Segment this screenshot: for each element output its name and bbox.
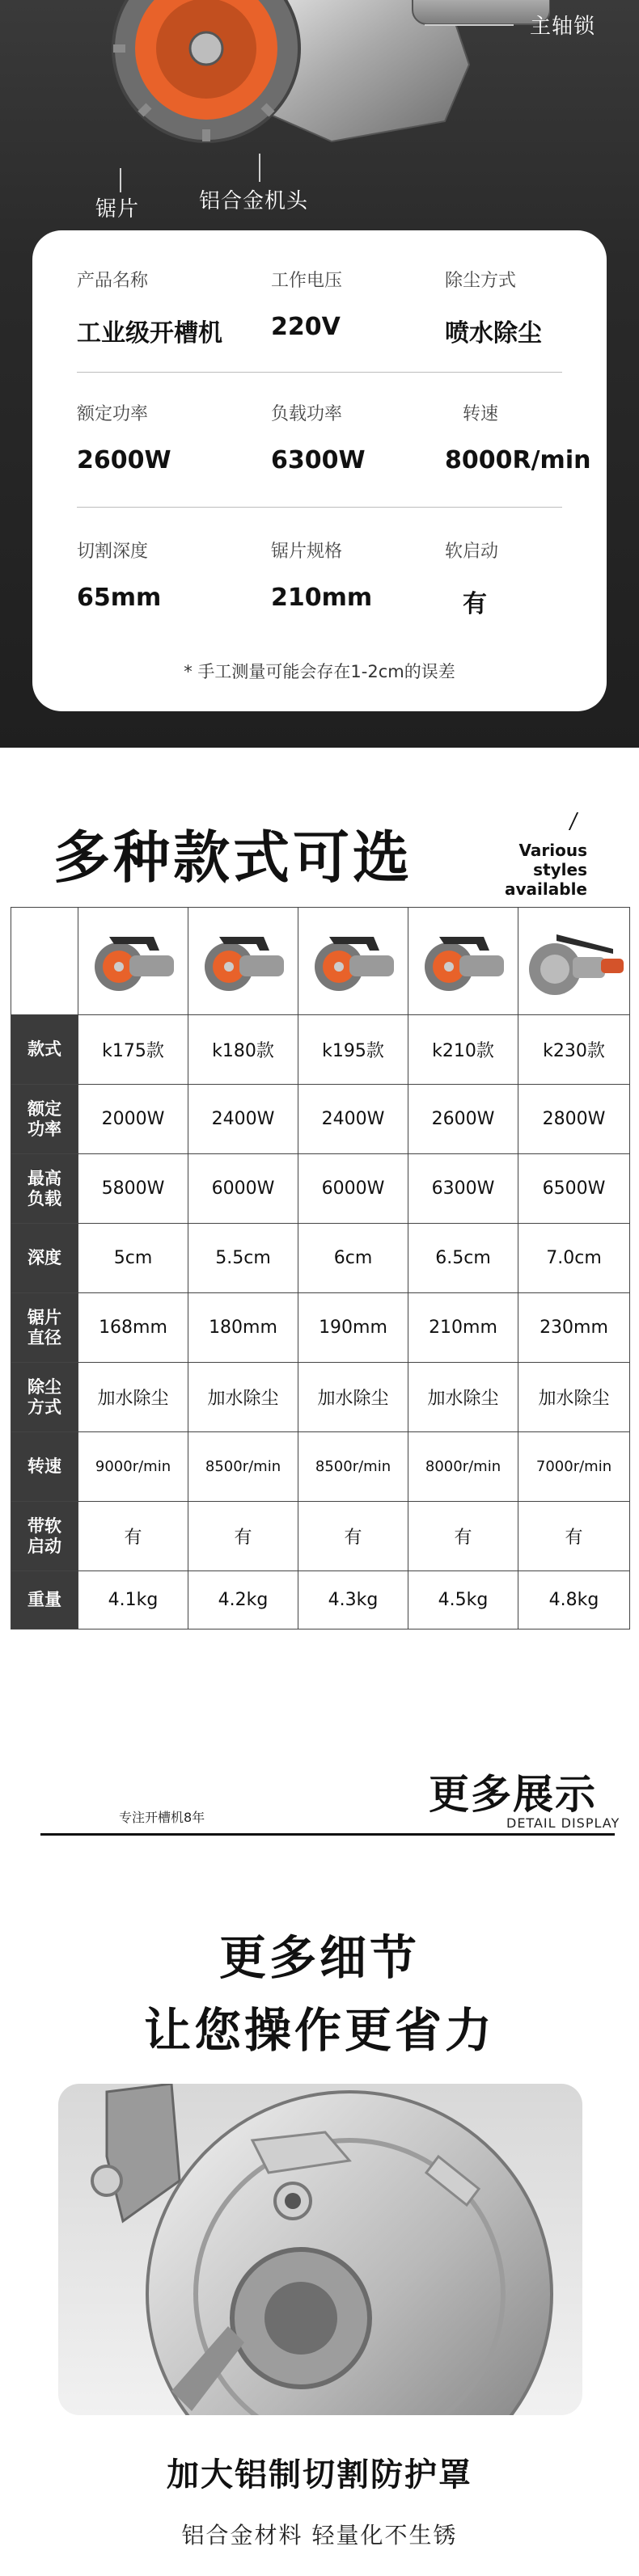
spec-label: 产品名称 xyxy=(77,271,149,291)
title-slash-decoration xyxy=(569,812,578,830)
spec-value: 有 xyxy=(463,590,487,618)
spec-speed xyxy=(445,400,631,474)
table-row xyxy=(11,1293,630,1363)
table-row xyxy=(11,1015,630,1085)
table-cell: 8500r/min xyxy=(188,1432,298,1502)
table-cell: 加水除尘 xyxy=(518,1363,630,1432)
spec-label: 软启动 xyxy=(445,542,499,562)
display-divider xyxy=(40,1833,615,1836)
table-cell: 9000r/min xyxy=(78,1432,188,1502)
model-image-cell xyxy=(298,908,408,1015)
callout-aluminum-head: 铝合金机头 xyxy=(199,189,309,213)
table-cell: 168mm xyxy=(78,1293,188,1363)
spec-blade-size xyxy=(271,538,457,612)
models-subtitle-line1: Various styles xyxy=(518,841,587,879)
spec-label: 转速 xyxy=(463,404,499,424)
spec-label: 负载功率 xyxy=(271,404,343,424)
model-image-cell xyxy=(78,908,188,1015)
spec-value: 8000R/min xyxy=(445,446,591,474)
table-cell: 4.2kg xyxy=(188,1571,298,1629)
display-title: 更多展示 xyxy=(429,1771,597,1818)
spec-row-1 xyxy=(77,267,562,364)
table-cell: 5800W xyxy=(78,1154,188,1224)
table-cell: 6.5cm xyxy=(408,1224,518,1293)
table-cell: 6500W xyxy=(518,1154,630,1224)
table-cell: 6000W xyxy=(298,1154,408,1224)
table-cell: 有 xyxy=(408,1502,518,1571)
details-heading-1: 更多细节 xyxy=(218,1930,420,1985)
table-cell: 有 xyxy=(518,1502,630,1571)
spec-dust-method xyxy=(445,267,631,348)
table-cell: 有 xyxy=(188,1502,298,1571)
models-title: 多种款式可选 xyxy=(53,824,413,891)
table-row xyxy=(11,1502,630,1571)
table-row-images xyxy=(11,908,630,1015)
model-image-cell xyxy=(518,908,630,1015)
spec-soft-start xyxy=(445,538,631,619)
model-k175-image xyxy=(85,925,182,997)
table-cell: 180mm xyxy=(188,1293,298,1363)
models-table xyxy=(11,907,630,1629)
table-cell: 4.8kg xyxy=(518,1571,630,1629)
model-k230-image xyxy=(524,925,624,997)
table-row-header: 最高负载 xyxy=(11,1154,78,1224)
table-cell: 5.5cm xyxy=(188,1224,298,1293)
model-k195-image xyxy=(305,925,402,997)
spec-value: 65mm xyxy=(77,584,162,612)
callout-blade: 锯片 xyxy=(95,197,140,221)
model-image-cell xyxy=(188,908,298,1015)
table-cell: 加水除尘 xyxy=(78,1363,188,1432)
table-row-header: 锯片直径 xyxy=(11,1293,78,1363)
spec-note: * 手工测量可能会存在1-2cm的误差 xyxy=(184,662,455,681)
display-left-text: 专注开槽机8年 xyxy=(119,1810,205,1825)
table-cell: 6000W xyxy=(188,1154,298,1224)
table-cell: 2000W xyxy=(78,1085,188,1154)
table-row xyxy=(11,1085,630,1154)
spec-divider xyxy=(77,372,562,373)
table-cell: 210mm xyxy=(408,1293,518,1363)
spec-value: 220V xyxy=(271,313,341,341)
table-cell: 7.0cm xyxy=(518,1224,630,1293)
spec-card xyxy=(32,230,607,711)
table-cell: 加水除尘 xyxy=(298,1363,408,1432)
table-row-header: 重量 xyxy=(11,1571,78,1629)
spec-rated-power xyxy=(77,400,263,474)
spec-cut-depth xyxy=(77,538,263,612)
table-cell: 8000r/min xyxy=(408,1432,518,1502)
table-cell: k230款 xyxy=(518,1015,630,1085)
table-row xyxy=(11,1363,630,1432)
callout-line-spindle xyxy=(425,24,514,26)
table-row xyxy=(11,1432,630,1502)
spec-value: 6300W xyxy=(271,446,366,474)
blade-guard-image xyxy=(58,2084,582,2415)
details-subcaption: 铝合金材料 轻量化不生锈 xyxy=(181,2522,458,2549)
table-cell: 8500r/min xyxy=(298,1432,408,1502)
spec-divider xyxy=(77,507,562,508)
table-row-header: 额定功率 xyxy=(11,1085,78,1154)
table-cell: 2600W xyxy=(408,1085,518,1154)
table-row-header: 款式 xyxy=(11,1015,78,1085)
spec-label: 切割深度 xyxy=(77,542,149,562)
callout-line-head xyxy=(259,154,260,182)
details-heading-2: 让您操作更省力 xyxy=(143,2003,495,2058)
table-cell: 6cm xyxy=(298,1224,408,1293)
table-cell: 6300W xyxy=(408,1154,518,1224)
table-cell: 4.1kg xyxy=(78,1571,188,1629)
spec-value: 工业级开槽机 xyxy=(77,319,222,348)
hero-section xyxy=(0,0,639,748)
model-image-cell xyxy=(408,908,518,1015)
table-cell: 230mm xyxy=(518,1293,630,1363)
table-cell: k210款 xyxy=(408,1015,518,1085)
spec-row-3 xyxy=(77,538,562,635)
model-k210-image xyxy=(415,925,512,997)
callout-line-blade xyxy=(120,168,121,192)
slotting-machine-image xyxy=(65,0,550,210)
table-cell: k175款 xyxy=(78,1015,188,1085)
table-cell: 2400W xyxy=(298,1085,408,1154)
table-row xyxy=(11,1571,630,1629)
table-cell: 4.3kg xyxy=(298,1571,408,1629)
table-cell: 有 xyxy=(298,1502,408,1571)
table-cell: k180款 xyxy=(188,1015,298,1085)
table-cell: 2400W xyxy=(188,1085,298,1154)
spec-label: 工作电压 xyxy=(271,271,343,291)
spec-value: 喷水除尘 xyxy=(445,319,542,348)
table-row-header: 除尘方式 xyxy=(11,1363,78,1432)
display-en-subtitle: DETAIL DISPLAY xyxy=(506,1815,620,1831)
spec-product-name xyxy=(77,267,263,348)
table-row xyxy=(11,1224,630,1293)
table-cell: k195款 xyxy=(298,1015,408,1085)
spec-label: 额定功率 xyxy=(77,404,149,424)
models-subtitle xyxy=(479,841,587,899)
table-corner-cell xyxy=(11,908,78,1015)
spec-row-2 xyxy=(77,400,591,497)
table-row-header: 深度 xyxy=(11,1224,78,1293)
spec-label: 锯片规格 xyxy=(271,542,343,562)
table-cell: 2800W xyxy=(518,1085,630,1154)
table-row-header: 转速 xyxy=(11,1432,78,1502)
spec-label: 除尘方式 xyxy=(445,271,517,291)
table-row-header: 带软启动 xyxy=(11,1502,78,1571)
details-caption: 加大铝制切割防护罩 xyxy=(167,2456,472,2494)
models-subtitle-line2: available xyxy=(505,879,587,899)
table-cell: 有 xyxy=(78,1502,188,1571)
table-cell: 190mm xyxy=(298,1293,408,1363)
table-cell: 加水除尘 xyxy=(408,1363,518,1432)
spec-voltage xyxy=(271,267,457,341)
spec-value: 210mm xyxy=(271,584,373,612)
blade-guard-illustration xyxy=(58,2084,582,2415)
spec-load-power xyxy=(271,400,457,474)
table-cell: 4.5kg xyxy=(408,1571,518,1629)
spec-value: 2600W xyxy=(77,446,171,474)
table-cell: 加水除尘 xyxy=(188,1363,298,1432)
models-table-body xyxy=(11,1015,630,1629)
callout-spindle-lock: 主轴锁 xyxy=(530,15,596,39)
model-k180-image xyxy=(195,925,292,997)
table-cell: 5cm xyxy=(78,1224,188,1293)
table-cell: 7000r/min xyxy=(518,1432,630,1502)
table-row xyxy=(11,1154,630,1224)
